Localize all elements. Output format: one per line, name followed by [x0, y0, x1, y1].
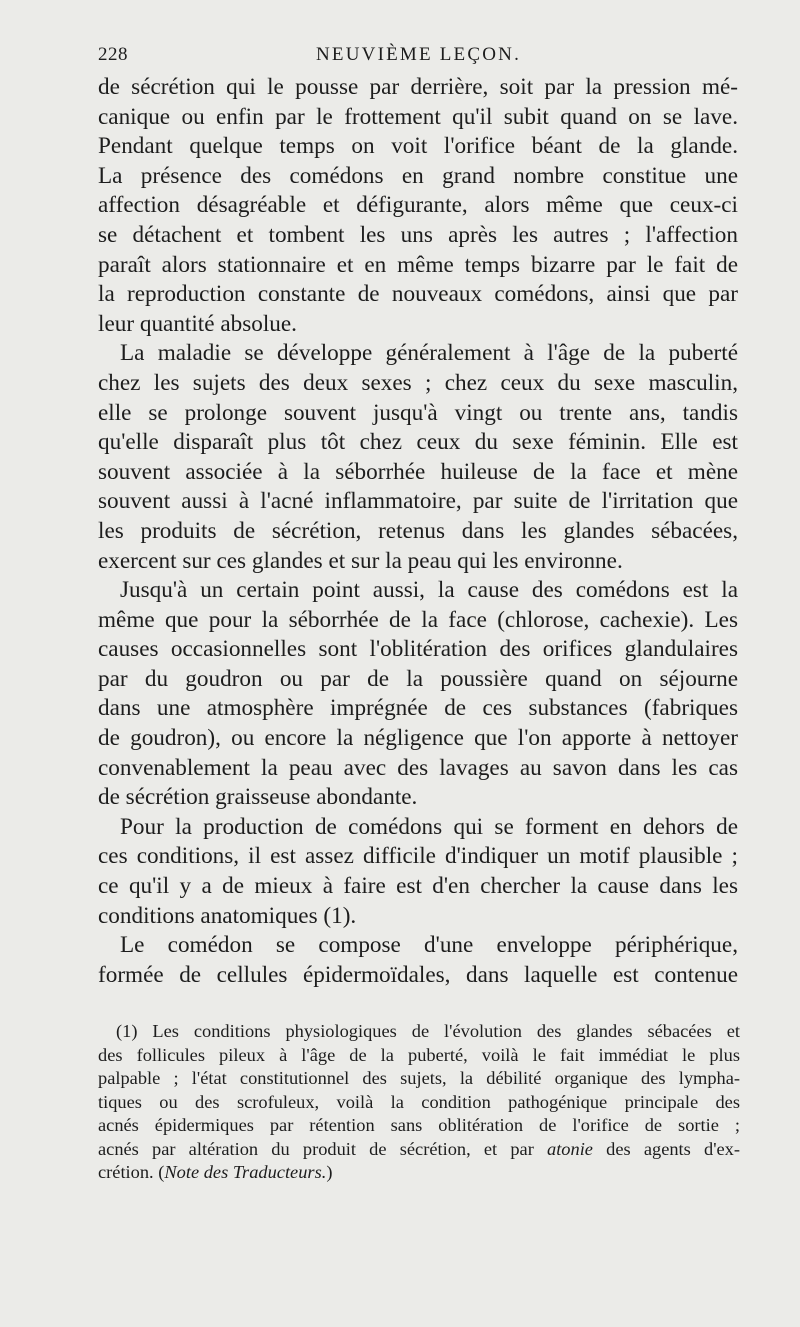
- text-line: dans une atmosphère imprégnée de ces substances (fabriques: [98, 695, 738, 722]
- footnote-text: ): [326, 1162, 333, 1182]
- footnote-line: acnés épidermiques par rétention sans oblitération de l'orifice de sortie ;: [98, 1115, 740, 1135]
- text-line: paraît alors stationnaire et en même temps bizarre par le fait de: [98, 251, 738, 278]
- text-line: affection désagréable et défigurante, alors même que ceux-ci: [98, 192, 738, 219]
- footnote-line: des follicules pileux à l'âge de la puberté, voilà le fait immédiat le plus: [98, 1044, 740, 1065]
- text-line: souvent aussi à l'acné inflammatoire, par suite de l'irritation que: [98, 488, 738, 515]
- body-text: [98, 73, 738, 990]
- text-line: la reproduction constante de nouveaux comédons, ainsi que par: [98, 281, 738, 308]
- text-line: leur quantité absolue.: [98, 310, 297, 337]
- text-line: de sécrétion graisseuse abondante.: [98, 784, 418, 811]
- footnote: [98, 1020, 740, 1185]
- page-number: 228: [98, 44, 128, 65]
- text-line: Jusqu'à un certain point aussi, la cause des comédons est la: [120, 577, 738, 604]
- text-line: qu'elle disparaît plus tôt chez ceux du sexe féminin. Elle est: [98, 429, 738, 456]
- text-line: Le comédon se compose d'une enveloppe périphérique,: [120, 932, 738, 959]
- text-line: elle se prolonge souvent jusqu'à vingt ou trente ans, tandis: [98, 399, 738, 426]
- footnote-text: des agents d'ex-: [592, 1138, 740, 1159]
- text-line: chez les sujets des deux sexes ; chez ceux du sexe masculin,: [98, 369, 738, 396]
- text-line: canique ou enfin par le frottement qu'il subit quand on se lave.: [98, 103, 738, 130]
- text-line: ce qu'il y a de mieux à faire est d'en chercher la cause dans les: [98, 873, 738, 900]
- text-line: formée de cellules épidermoïdales, dans laquelle est contenue: [98, 961, 738, 988]
- text-line: de sécrétion qui le pousse par derrière, soit par la pression mé-: [98, 74, 738, 100]
- footnote-text: crétion. (: [98, 1162, 165, 1182]
- text-line: causes occasionnelles sont l'oblitération des orifices glandulaires: [98, 636, 738, 663]
- text-line: les produits de sécrétion, retenus dans les glandes sébacées,: [98, 517, 738, 544]
- text-line: conditions anatomiques (1).: [98, 902, 357, 929]
- footnote-line: tiques ou des scrofuleux, voilà la condition pathogénique principale des: [98, 1091, 740, 1112]
- text-line: se détachent et tombent les uns après les autres ; l'affection: [98, 221, 738, 248]
- text-line: souvent associée à la séborrhée huileuse de la face et mène: [98, 458, 738, 485]
- text-line: La présence des comédons en grand nombre constitue une: [98, 162, 738, 189]
- text-line: même que pour la séborrhée de la face (chlorose, cachexie). Les: [98, 606, 738, 633]
- footnote-attribution: Note des Traducteurs.: [164, 1162, 327, 1182]
- text-line: convenablement la peau avec des lavages au savon dans les cas: [98, 754, 738, 781]
- text-line: exercent sur ces glandes et sur la peau qui les environne.: [98, 547, 623, 574]
- text-line: Pour la production de comédons qui se forment en dehors de: [120, 813, 738, 840]
- footnote-line: (1) Les conditions physiologiques de l'évolution des glandes sébacées et: [116, 1021, 740, 1041]
- footnote-line: [98, 1138, 740, 1162]
- footnote-line: [98, 1161, 740, 1185]
- text-line: Pendant quelque temps on voit l'orifice béant de la glande.: [98, 133, 738, 160]
- running-title: NEUVIÈME LEÇON.: [316, 44, 522, 65]
- footnote-line: palpable ; l'état constitutionnel des sujets, la débilité organique des lympha-: [98, 1068, 740, 1088]
- page-header: [98, 34, 738, 74]
- footnote-text: acnés par altération du produit de sécrétion, et par: [98, 1138, 547, 1159]
- footnote-emphasis: atonie: [547, 1138, 593, 1159]
- text-line: ces conditions, il est assez difficile d'indiquer un motif plausible ;: [98, 843, 738, 870]
- text-line: La maladie se développe généralement à l'âge de la puberté: [120, 340, 738, 367]
- text-line: par du goudron ou par de la poussière quand on séjourne: [98, 665, 738, 692]
- text-line: de goudron), ou encore la négligence que l'on apporte à nettoyer: [98, 725, 738, 752]
